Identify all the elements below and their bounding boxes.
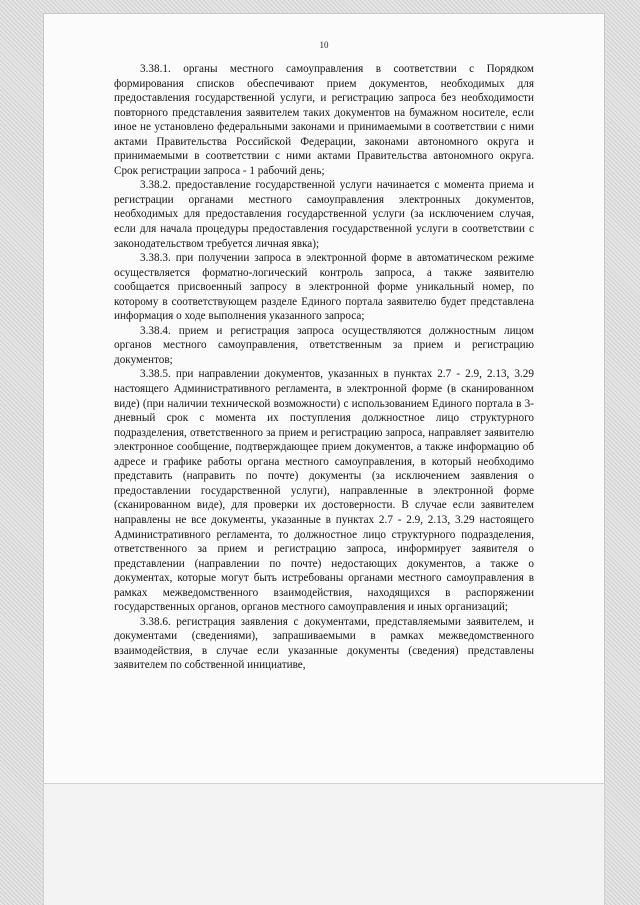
- paragraph-3-38-2: 3.38.2. предоставление государственной услуги начинается с момента приема и регистрации органами местного самоуправления электронных документов, необходимых для предоставления государственной услуги (за исключением случая, если для начала процедуры предоставления государственной услуги в соответствии с законодательством требуется личная явка);: [114, 179, 534, 250]
- document-body: [114, 62, 534, 673]
- paragraph-3-38-3: 3.38.3. при получении запроса в электронной форме в автоматическом режиме осуществляется форматно-логический контроль запроса, а также заявителю сообщается присвоенный запросу в электронной форме уникальный номер, по которому в соответствующем разделе Единого портала заявителю будет представлена информация о ходе выполнения указанного запроса;: [114, 252, 534, 323]
- paragraph-3-38-1: 3.38.1. органы местного самоуправления в соответствии с Порядком формирования списков обеспечивают прием документов, необходимых для предоставления государственной услуги, и регистрацию запроса без необходимости повторного представления заявителем таких документов на бумажном носителе, если иное не установлено федеральными законами и принимаемыми в соответствии с ними актами Правительства Российской Федерации, законами автономного округа и принимаемыми в соответствии с ними актами Правительства автономного округа. Срок регистрации запроса - 1 рабочий день;: [114, 63, 534, 177]
- paragraph-3-38-4: 3.38.4. прием и регистрация запроса осуществляются должностным лицом органов местного самоуправления, ответственным за прием и регистрацию документов;: [114, 324, 534, 366]
- page-number: 10: [319, 40, 329, 50]
- document-page: [44, 14, 604, 784]
- paragraph-3-38-5: 3.38.5. при направлении документов, указанных в пунктах 2.7 - 2.9, 2.13, 3.29 настоящего Административного регламента, в электронной форме (в сканированном виде) (при наличии технической возможности) с использованием Единого портала в 3-дневный срок с момента их поступления должностное лицо структурного подразделения, ответственного за прием и регистрацию запроса, направляет заявителю электронное сообщение, подтверждающее прием документов, а также информацию об адресе и графике работы органа местного самоуправления, в который необходимо представить (направить по почте) документы (за исключением заявления о предоставлении государственной услуги), направленные в электронной форме (сканированном виде), для проверки их достоверности. В случае если заявителем направлены не все документы, указанные в пунктах 2.7 - 2.9, 2.13, 3.29 настоящего Административного регламента, то должностное лицо структурного подразделения, ответственного за прием и регистрацию запроса, информирует заявителя о представлении (направлении по почте) недостающих документов, а также о документах, которые могут быть истребованы органами местного самоуправления в рамках межведомственного взаимодействия, находящихся в распоряжении государственных органов, органов местного самоуправления и иных организаций;: [114, 368, 534, 614]
- scan-page-bottom: [44, 784, 604, 905]
- paragraph-3-38-6: 3.38.6. регистрация заявления с документами, представляемыми заявителем, и документами (сведениями), запрашиваемыми в рамках межведомственного взаимодействия, в случае если указанные документы (сведения) представлены заявителем по собственной инициативе,: [114, 615, 534, 672]
